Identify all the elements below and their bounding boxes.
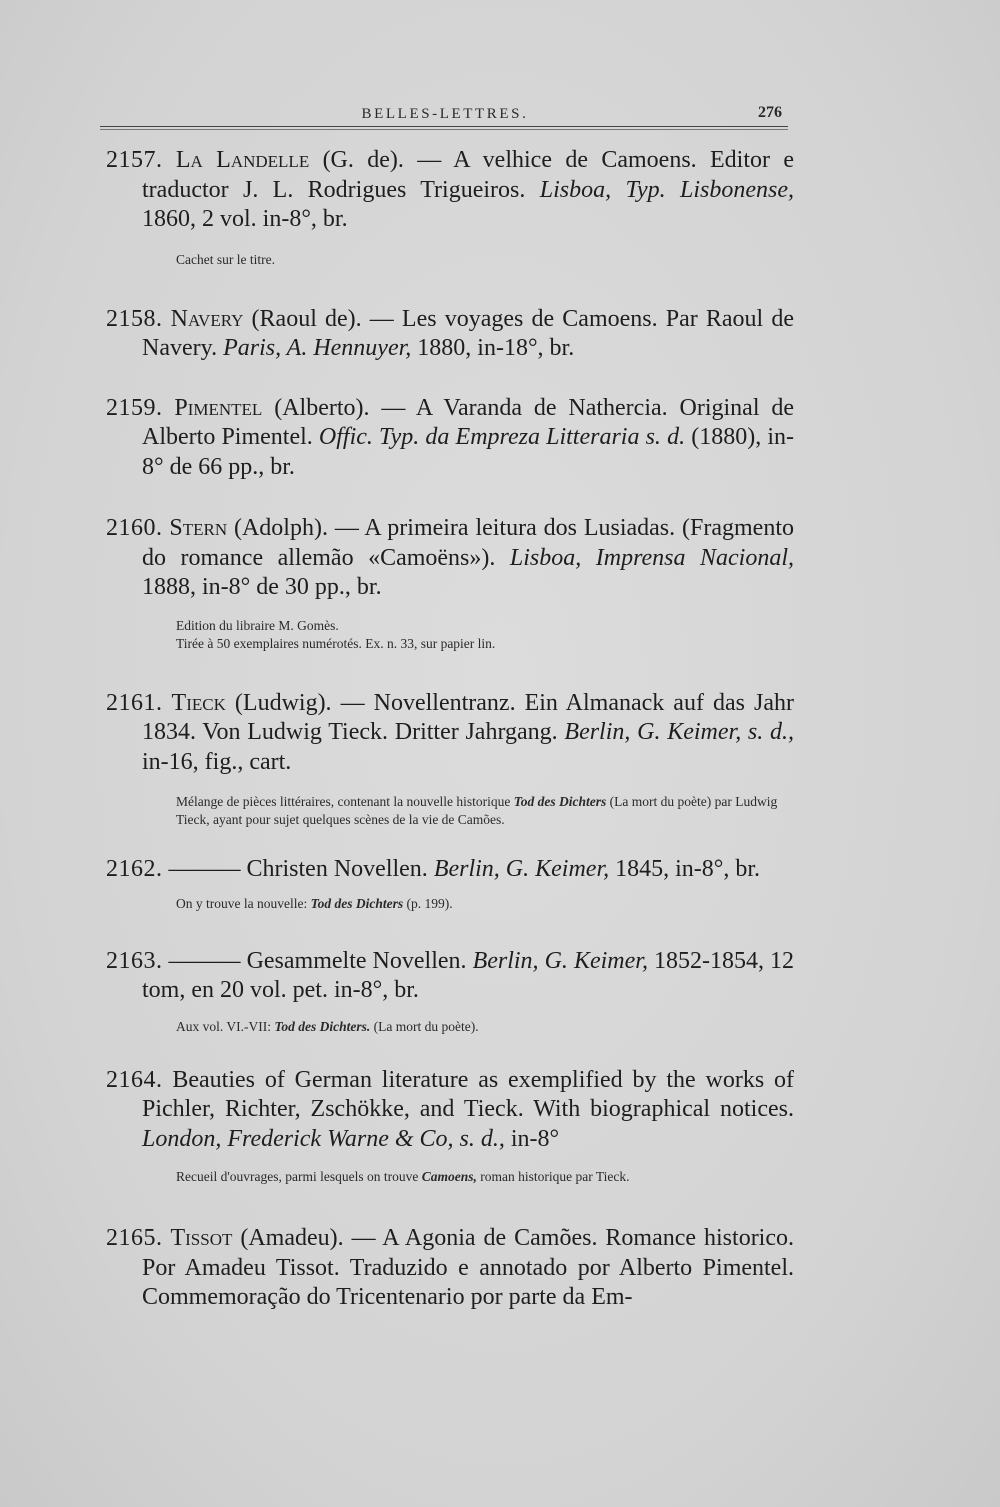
note-text: Mélange de pièces littéraires, contenant la nouvelle historique (176, 794, 514, 809)
entry-format: 1888, in-8° de 30 pp., br. (142, 574, 382, 600)
entry-title: ——— Christen Novellen. (162, 856, 434, 882)
page-header (100, 102, 790, 126)
catalogue-entry (106, 947, 794, 1036)
entry-note (106, 1168, 794, 1186)
entry-text (106, 855, 794, 885)
entry-number: 2161. (106, 689, 163, 716)
entry-number: 2159. (106, 394, 163, 421)
entry-imprint: Lisboa, Imprensa Nacional, (509, 544, 795, 571)
entry-note (106, 251, 794, 269)
entry-imprint: Offic. Typ. da Empreza Litteraria s. d. (318, 424, 686, 450)
entry-imprint: Paris, A. Hennuyer, (223, 335, 412, 361)
catalogue-entry (106, 1224, 794, 1313)
entry-text (106, 1224, 794, 1313)
entry-number: 2160. (106, 515, 163, 541)
entry-text (106, 146, 794, 235)
entry-number: 2165. (106, 1225, 163, 1251)
page-number: 276 (758, 104, 782, 121)
entry-imprint: Berlin, G. Keimer, (433, 856, 610, 882)
note-italic-title: Tod des Dichters (310, 895, 404, 911)
entry-author: Tieck (171, 689, 226, 716)
note-text-tail: (La mort du poète). (370, 1018, 479, 1034)
note-text-tail: (p. 199). (403, 895, 453, 911)
entry-format: in-8° (504, 1125, 560, 1152)
catalogue-entry (106, 305, 794, 364)
header-rule (100, 126, 788, 130)
note-text: On y trouve la nouvelle: (176, 895, 311, 911)
entry-format: 1852-1854, 12 tom, en 20 vol. pet. in-8°, br. (142, 947, 794, 1003)
note-text: Cachet sur le titre. (176, 251, 275, 267)
note-line (176, 635, 794, 653)
note-text-tail: roman historique par Tieck. (476, 1169, 630, 1184)
entry-number: 2164. (106, 1066, 163, 1093)
entry-author-forename: (Raoul de). (243, 305, 362, 332)
entry-title: — Les voyages de Camoens. Par Raoul de Navery. (142, 305, 795, 361)
note-text: Recueil d'ouvrages, parmi lesquels on trouve (176, 1169, 422, 1184)
entry-author-forename: (Amadeu). (232, 1225, 344, 1251)
entry-title: — A Varanda de Nathercia. Original de Alberto Pimentel. (142, 394, 795, 450)
entry-author: Stern (169, 515, 228, 541)
entry-imprint: London, Frederick Warne & Co, s. d., (142, 1125, 505, 1152)
entry-imprint: Berlin, G. Keimer, (472, 947, 648, 974)
catalogue-entry (106, 1066, 794, 1187)
entry-title: Beauties of German literature as exemplified by the works of Pichler, Richter, Zschökke, and Tieck. With biographical notices. (142, 1066, 794, 1122)
running-head: BELLES-LETTRES. (361, 106, 529, 122)
entry-format: 1860, 2 vol. in-8°, br. (142, 206, 348, 232)
entry-format: 1880, in-18°, br. (411, 335, 575, 361)
entry-note (106, 1018, 794, 1036)
entry-format: in-16, fig., cart. (142, 748, 292, 775)
entry-number: 2163. (106, 947, 163, 974)
entry-title: — A Agonia de Camões. Romance historico. Por Amadeu Tissot. Traduzido e annotado por Alberto Pimentel. Commemoração do Tricentenario por parte da Em- (142, 1225, 795, 1310)
note-text-tail: (La mort du poète) par Ludwig Tieck, ayant pour sujet quelques scènes de la vie de Camões. (176, 794, 778, 827)
entry-number: 2157. (106, 147, 163, 173)
entry-number: 2158. (106, 305, 163, 332)
entry-title: — A velhice de Camoens. Editor e traductor J. L. Rodrigues Trigueiros. (142, 147, 795, 203)
entry-author: La Landelle (175, 147, 310, 173)
note-line (176, 793, 794, 829)
entry-note (106, 617, 794, 653)
catalogue-entry (106, 689, 794, 830)
catalogue-entry (106, 146, 794, 269)
note-text: Aux vol. VI.-VII: (176, 1018, 275, 1034)
entry-text (106, 947, 794, 1006)
catalogue-entry (106, 514, 794, 653)
note-line (176, 1168, 794, 1186)
entry-note (106, 895, 794, 913)
note-line (176, 617, 794, 635)
entry-title: ——— Gesammelte Novellen. (162, 947, 473, 974)
entry-note (106, 793, 794, 829)
entry-author: Tissot (170, 1225, 233, 1251)
entry-author-forename: (Adolph). (227, 515, 328, 541)
entry-author: Pimentel (174, 394, 263, 421)
note-text: Tirée à 50 exemplaires numérotés. Ex. n. 33, sur papier lin. (176, 635, 496, 651)
entry-author: Navery (170, 305, 244, 332)
entry-author-forename: (G. de). (309, 147, 404, 173)
entry-author-forename: (Alberto). (262, 394, 370, 421)
entry-imprint: Lisboa, Typ. Lisbonense, (539, 176, 795, 203)
catalogue-entry (106, 394, 794, 483)
catalogue-entry (106, 855, 794, 913)
note-line (176, 1018, 794, 1036)
entry-text (106, 514, 794, 603)
entry-text (106, 1066, 794, 1155)
entry-text (106, 689, 794, 778)
note-line (176, 895, 794, 913)
note-italic-title: Tod des Dichters (513, 794, 607, 809)
entry-text (106, 394, 794, 483)
entry-imprint: Berlin, G. Keimer, s. d., (564, 719, 794, 745)
entry-author-forename: (Ludwig). (225, 689, 332, 716)
entry-number: 2162. (106, 856, 163, 882)
entry-title: — Novellentranz. Ein Almanack auf das Jahr 1834. Von Ludwig Tieck. Dritter Jahrgang. (142, 689, 795, 745)
catalogue-entries (106, 146, 794, 1313)
entry-text (106, 305, 794, 364)
entry-format: (1880), in-8° de 66 pp., br. (142, 424, 794, 480)
note-italic-title: Tod des Dichters. (274, 1018, 371, 1034)
note-line (176, 251, 794, 269)
entry-title: — A primeira leitura dos Lusiadas. (Fragmento do romance allemão «Camoëns»). (142, 515, 794, 571)
note-text: Edition du libraire M. Gomès. (176, 617, 339, 633)
entry-format: 1845, in-8°, br. (609, 856, 761, 882)
note-italic-title: Camoens, (421, 1169, 477, 1184)
